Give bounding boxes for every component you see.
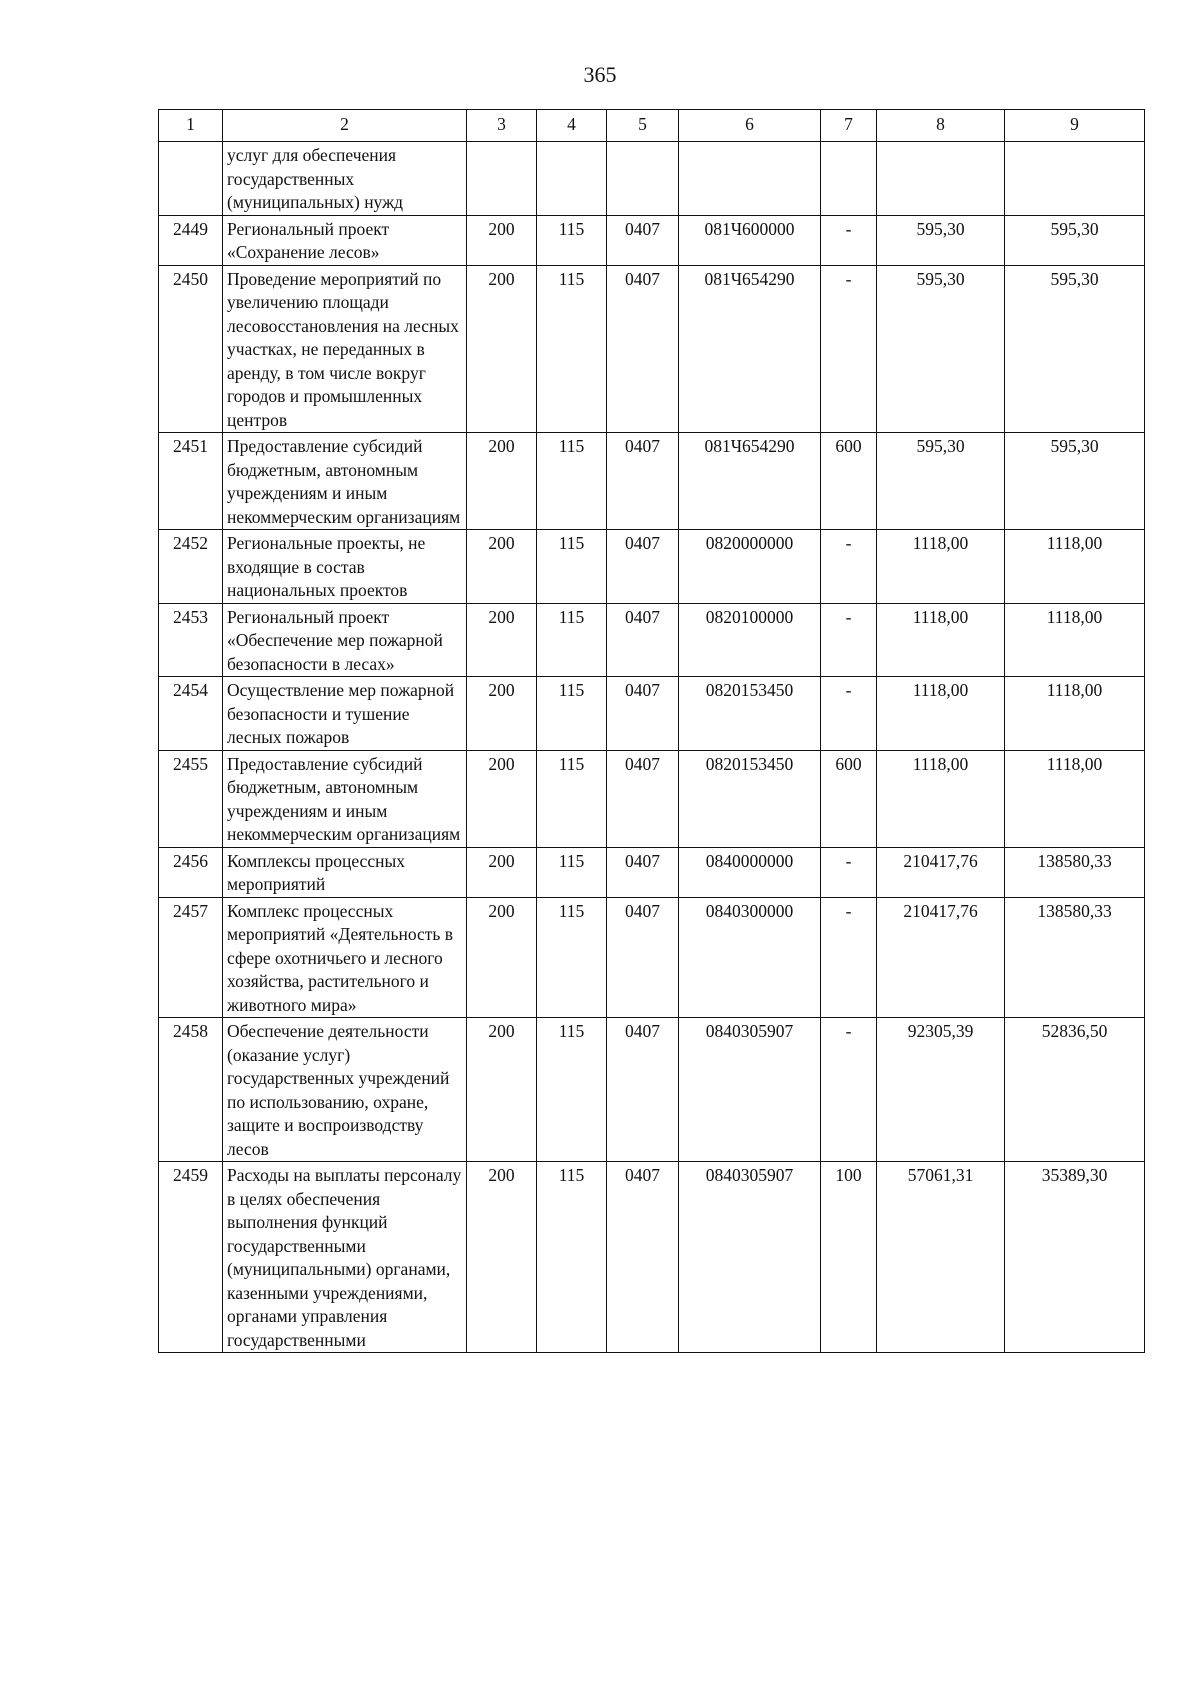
row-name-cell: Предоставление субсидий бюджетным, автономным учреждениям и иным некоммерческим организациям [223, 750, 467, 847]
col-4-cell: 115 [537, 1018, 607, 1162]
col-3-cell: 200 [467, 677, 537, 751]
amount-col-9-cell: 52836,50 [1005, 1018, 1145, 1162]
column-header: 9 [1005, 110, 1145, 142]
row-name-cell: Комплекс процессных мероприятий «Деятельность в сфере охотничьего и лесного хозяйства, растительного и животного мира» [223, 897, 467, 1018]
col-4-cell: 115 [537, 750, 607, 847]
table-row [159, 530, 1145, 604]
amount-col-9-cell: 1118,00 [1005, 603, 1145, 677]
amount-col-8-cell: 210417,76 [877, 847, 1005, 897]
row-name-cell: Проведение мероприятий по увеличению площади лесовосстановления на лесных участках, не переданных в аренду, в том числе вокруг городов и промышленных центров [223, 265, 467, 433]
col-5-cell: 0407 [607, 897, 679, 1018]
target-code-cell: 0820153450 [679, 750, 821, 847]
col-3-cell: 200 [467, 215, 537, 265]
target-code-cell: 081Ч654290 [679, 265, 821, 433]
amount-col-9-cell: 595,30 [1005, 265, 1145, 433]
col-4-cell: 115 [537, 677, 607, 751]
row-number-cell: 2450 [159, 265, 223, 433]
expense-type-cell: - [821, 897, 877, 1018]
row-name-cell: Расходы на выплаты персоналу в целях обеспечения выполнения функций государственными (муниципальными) органами, казенными учреждениями, органами управления государственными [223, 1162, 467, 1353]
target-code-cell: 0840305907 [679, 1018, 821, 1162]
table-row [159, 603, 1145, 677]
col-5-cell [607, 142, 679, 216]
expense-type-cell: - [821, 530, 877, 604]
col-3-cell: 200 [467, 1018, 537, 1162]
col-3-cell: 200 [467, 847, 537, 897]
col-4-cell: 115 [537, 897, 607, 1018]
expense-type-cell: - [821, 1018, 877, 1162]
col-5-cell: 0407 [607, 265, 679, 433]
amount-col-8-cell: 1118,00 [877, 530, 1005, 604]
col-5-cell: 0407 [607, 677, 679, 751]
row-name-cell: Региональные проекты, не входящие в состав национальных проектов [223, 530, 467, 604]
amount-col-8-cell: 57061,31 [877, 1162, 1005, 1353]
row-number-cell: 2453 [159, 603, 223, 677]
table-header-row [159, 110, 1145, 142]
amount-col-9-cell: 595,30 [1005, 215, 1145, 265]
row-name-cell: Региональный проект «Обеспечение мер пожарной безопасности в лесах» [223, 603, 467, 677]
column-header: 3 [467, 110, 537, 142]
amount-col-9-cell: 138580,33 [1005, 897, 1145, 1018]
col-3-cell: 200 [467, 897, 537, 1018]
amount-col-8-cell: 595,30 [877, 433, 1005, 530]
amount-col-8-cell: 1118,00 [877, 603, 1005, 677]
col-5-cell: 0407 [607, 1018, 679, 1162]
col-4-cell: 115 [537, 215, 607, 265]
target-code-cell: 0820100000 [679, 603, 821, 677]
row-number-cell: 2455 [159, 750, 223, 847]
target-code-cell: 0840000000 [679, 847, 821, 897]
row-name-cell: Осуществление мер пожарной безопасности и тушение лесных пожаров [223, 677, 467, 751]
row-name-cell: Предоставление субсидий бюджетным, автономным учреждениям и иным некоммерческим организациям [223, 433, 467, 530]
expense-type-cell: - [821, 603, 877, 677]
amount-col-8-cell: 210417,76 [877, 897, 1005, 1018]
amount-col-8-cell: 595,30 [877, 265, 1005, 433]
table-row [159, 433, 1145, 530]
amount-col-9-cell [1005, 142, 1145, 216]
target-code-cell: 081Ч654290 [679, 433, 821, 530]
row-number-cell: 2459 [159, 1162, 223, 1353]
table-row [159, 847, 1145, 897]
col-4-cell: 115 [537, 265, 607, 433]
expense-type-cell: - [821, 847, 877, 897]
column-header: 8 [877, 110, 1005, 142]
col-5-cell: 0407 [607, 215, 679, 265]
column-header: 4 [537, 110, 607, 142]
table-row [159, 142, 1145, 216]
col-5-cell: 0407 [607, 847, 679, 897]
amount-col-8-cell: 1118,00 [877, 677, 1005, 751]
table-row [159, 1162, 1145, 1353]
col-5-cell: 0407 [607, 750, 679, 847]
amount-col-9-cell: 595,30 [1005, 433, 1145, 530]
expense-type-cell [821, 142, 877, 216]
row-name-cell: услуг для обеспечения государственных (муниципальных) нужд [223, 142, 467, 216]
table-row [159, 1018, 1145, 1162]
col-3-cell: 200 [467, 433, 537, 530]
target-code-cell [679, 142, 821, 216]
amount-col-9-cell: 1118,00 [1005, 677, 1145, 751]
expense-type-cell: - [821, 265, 877, 433]
expense-type-cell: - [821, 215, 877, 265]
expense-type-cell: 100 [821, 1162, 877, 1353]
col-4-cell: 115 [537, 847, 607, 897]
target-code-cell: 0840300000 [679, 897, 821, 1018]
budget-table [158, 109, 1145, 1353]
col-5-cell: 0407 [607, 530, 679, 604]
expense-type-cell: 600 [821, 750, 877, 847]
target-code-cell: 0820000000 [679, 530, 821, 604]
amount-col-8-cell: 92305,39 [877, 1018, 1005, 1162]
row-number-cell: 2456 [159, 847, 223, 897]
expense-type-cell: - [821, 677, 877, 751]
col-5-cell: 0407 [607, 1162, 679, 1353]
row-number-cell: 2454 [159, 677, 223, 751]
col-3-cell [467, 142, 537, 216]
target-code-cell: 0840305907 [679, 1162, 821, 1353]
table-row [159, 750, 1145, 847]
amount-col-8-cell: 595,30 [877, 215, 1005, 265]
column-header: 2 [223, 110, 467, 142]
col-4-cell: 115 [537, 1162, 607, 1353]
column-header: 7 [821, 110, 877, 142]
table-row [159, 215, 1145, 265]
col-5-cell: 0407 [607, 433, 679, 530]
amount-col-9-cell: 1118,00 [1005, 530, 1145, 604]
col-5-cell: 0407 [607, 603, 679, 677]
table-row [159, 677, 1145, 751]
col-3-cell: 200 [467, 603, 537, 677]
amount-col-9-cell: 138580,33 [1005, 847, 1145, 897]
target-code-cell: 0820153450 [679, 677, 821, 751]
row-number-cell: 2452 [159, 530, 223, 604]
col-3-cell: 200 [467, 1162, 537, 1353]
row-name-cell: Региональный проект «Сохранение лесов» [223, 215, 467, 265]
col-4-cell [537, 142, 607, 216]
amount-col-9-cell: 35389,30 [1005, 1162, 1145, 1353]
table-row [159, 897, 1145, 1018]
amount-col-8-cell: 1118,00 [877, 750, 1005, 847]
row-name-cell: Комплексы процессных мероприятий [223, 847, 467, 897]
row-number-cell: 2458 [159, 1018, 223, 1162]
col-4-cell: 115 [537, 603, 607, 677]
col-3-cell: 200 [467, 530, 537, 604]
col-3-cell: 200 [467, 750, 537, 847]
target-code-cell: 081Ч600000 [679, 215, 821, 265]
row-number-cell: 2457 [159, 897, 223, 1018]
col-4-cell: 115 [537, 530, 607, 604]
row-name-cell: Обеспечение деятельности (оказание услуг) государственных учреждений по использованию, охране, защите и воспроизводству лесов [223, 1018, 467, 1162]
column-header: 6 [679, 110, 821, 142]
col-4-cell: 115 [537, 433, 607, 530]
col-3-cell: 200 [467, 265, 537, 433]
expense-type-cell: 600 [821, 433, 877, 530]
table-row [159, 265, 1145, 433]
amount-col-8-cell [877, 142, 1005, 216]
row-number-cell: 2451 [159, 433, 223, 530]
column-header: 1 [159, 110, 223, 142]
amount-col-9-cell: 1118,00 [1005, 750, 1145, 847]
row-number-cell [159, 142, 223, 216]
row-number-cell: 2449 [159, 215, 223, 265]
column-header: 5 [607, 110, 679, 142]
page-number: 365 [583, 62, 617, 87]
